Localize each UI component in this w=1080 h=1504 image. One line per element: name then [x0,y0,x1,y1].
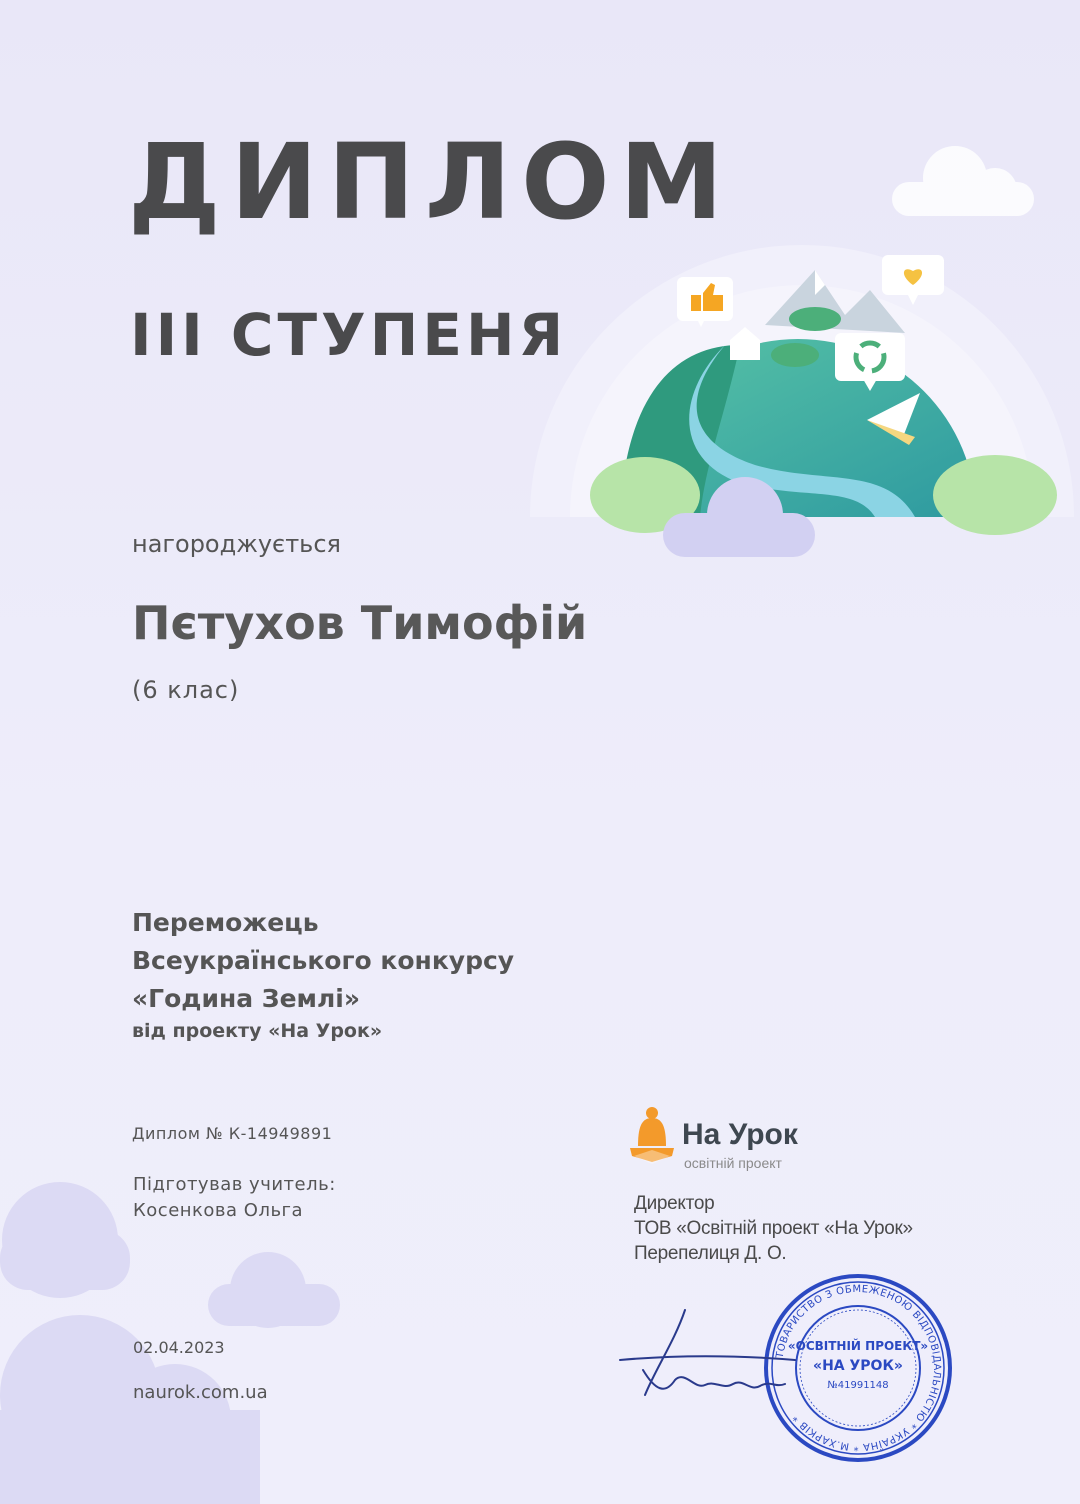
director-block [634,1191,913,1266]
teacher-block [133,1172,336,1224]
director-role: Директор [634,1193,715,1214]
director-name: Перепелиця Д. О. [634,1243,787,1264]
diploma-number: Диплом № К-14949891 [132,1124,333,1143]
svg-text:№41991148: №41991148 [827,1380,889,1391]
earth-illustration [525,215,1080,560]
teacher-label: Підготував учитель: [133,1174,336,1195]
director-signature [615,1300,815,1410]
contest-line-2: Всеукраїнського конкурсу [132,946,515,975]
logo-title: На Урок [682,1118,798,1151]
logo-subtitle: освітній проект [684,1155,782,1171]
bell-logo-icon [626,1106,678,1166]
recipient-name: Пєтухов Тимофій [132,596,588,650]
svg-text:«НА УРОК»: «НА УРОК» [813,1358,903,1374]
issue-date: 02.04.2023 [133,1338,225,1357]
director-org: ТОВ «Освітній проект «На Урок» [634,1218,913,1239]
awarded-label: нагороджується [132,530,341,558]
svg-text:ТОВАРИСТВО З ОБМЕЖЕНОЮ ВІДПОВІ: ТОВАРИСТВО З ОБМЕЖЕНОЮ ВІДПОВІДАЛЬНІСТЮ * УКРАЇНА * М.ХАРКІВ * [774,1283,943,1453]
website-link[interactable]: naurok.com.ua [133,1382,268,1403]
thumbs-up-icon [677,277,733,327]
top-right-cloud [892,146,1034,216]
contest-organizer: від проекту «На Урок» [132,1020,383,1042]
diploma-title: ДИПЛОМ [128,121,733,243]
contest-description [132,904,514,1018]
svg-text:«ОСВІТНІЙ ПРОЕКТ»: «ОСВІТНІЙ ПРОЕКТ» [787,1339,929,1353]
recipient-grade: (6 клас) [132,676,240,704]
contest-line-3: «Година Землі» [132,984,360,1013]
contest-line-1: Переможець [132,908,319,937]
diploma-degree: III СТУПЕНЯ [130,301,568,369]
teacher-name: Косенкова Ольга [133,1200,304,1221]
